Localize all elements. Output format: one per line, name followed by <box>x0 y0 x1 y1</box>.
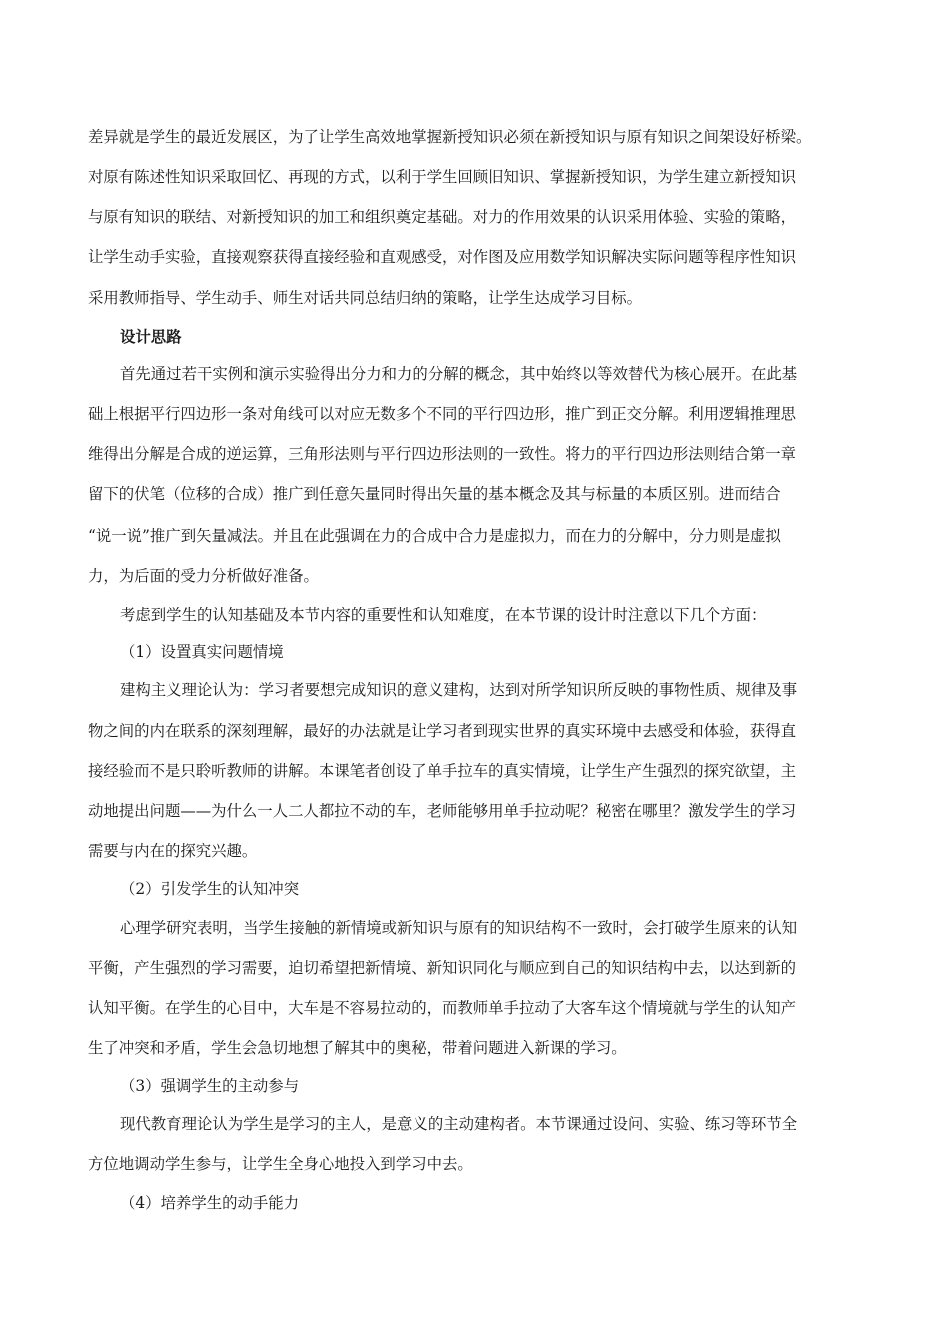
text-line: 认知平衡。在学生的心目中，大车是不容易拉动的，而教师单手拉动了大客车这个情境就与学生的认知产 <box>88 999 796 1017</box>
point-title: （1）设置真实问题情境 <box>120 643 284 661</box>
text-line: 建构主义理论认为：学习者要想完成知识的意义建构，达到对所学知识所反映的事物性质、规律及事 <box>120 681 798 699</box>
text-line: 让学生动手实验，直接观察获得直接经验和直观感受，对作图及应用数学知识解决实际问题等程序性知识 <box>88 248 796 266</box>
text-line: 维得出分解是合成的逆运算，三角形法则与平行四边形法则的一致性。将力的平行四边形法则结合第一章 <box>88 445 796 463</box>
text-line: 平衡，产生强烈的学习需要，迫切希望把新情境、新知识同化与顺应到自己的知识结构中去，以达到新的 <box>88 959 796 977</box>
text-line: 对原有陈述性知识采取回忆、再现的方式，以利于学生回顾旧知识、掌握新授知识，为学生建立新授知识 <box>88 168 796 186</box>
point-title: （3）强调学生的主动参与 <box>120 1077 300 1095</box>
text-line: 需要与内在的探究兴趣。 <box>88 842 258 860</box>
text-line: 留下的伏笔（位移的合成）推广到任意矢量同时得出矢量的基本概念及其与标量的本质区别。进而结合 <box>88 485 781 503</box>
text-line: 础上根据平行四边形一条对角线可以对应无数多个不同的平行四边形，推广到正交分解。利用逻辑推理思 <box>88 405 796 423</box>
text-line: 差异就是学生的最近发展区，为了让学生高效地掌握新授知识必须在新授知识与原有知识之间架设好桥梁。 <box>88 128 812 146</box>
text-line: 首先通过若干实例和演示实验得出分力和力的分解的概念，其中始终以等效替代为核心展开。在此基 <box>120 365 798 383</box>
text-line: 生了冲突和矛盾，学生会急切地想了解其中的奥秘，带着问题进入新课的学习。 <box>88 1039 627 1057</box>
point-title: （2）引发学生的认知冲突 <box>120 880 300 898</box>
text-line: 心理学研究表明，当学生接触的新情境或新知识与原有的知识结构不一致时，会打破学生原来的认知 <box>120 919 798 937</box>
text-line: 力，为后面的受力分析做好准备。 <box>88 567 319 585</box>
text-line: 方位地调动学生参与，让学生全身心地投入到学习中去。 <box>88 1155 473 1173</box>
text-line: 接经验而不是只聆听教师的讲解。本课笔者创设了单手拉车的真实情境，让学生产生强烈的探究欲望，主 <box>88 762 796 780</box>
text-line: “说一说”推广到矢量减法。并且在此强调在力的合成中合力是虚拟力，而在力的分解中，分力则是虚拟 <box>88 527 781 545</box>
text-line: 考虑到学生的认知基础及本节内容的重要性和认知难度，在本节课的设计时注意以下几个方面： <box>120 606 767 624</box>
text-line: 动地提出问题——为什么一人二人都拉不动的车，老师能够用单手拉动呢？秘密在哪里？激发学生的学习 <box>88 802 796 820</box>
point-title: （4）培养学生的动手能力 <box>120 1194 300 1212</box>
text-line: 现代教育理论认为学生是学习的主人，是意义的主动建构者。本节课通过设问、实验、练习等环节全 <box>120 1115 798 1133</box>
text-line: 物之间的内在联系的深刻理解，最好的办法就是让学习者到现实世界的真实环境中去感受和体验，获得直 <box>88 722 796 740</box>
text-line: 与原有知识的联结、对新授知识的加工和组织奠定基础。对力的作用效果的认识采用体验、实验的策略， <box>88 208 796 226</box>
text-line: 采用教师指导、学生动手、师生对话共同总结归纳的策略，让学生达成学习目标。 <box>88 289 643 307</box>
section-heading: 设计思路 <box>120 328 182 346</box>
